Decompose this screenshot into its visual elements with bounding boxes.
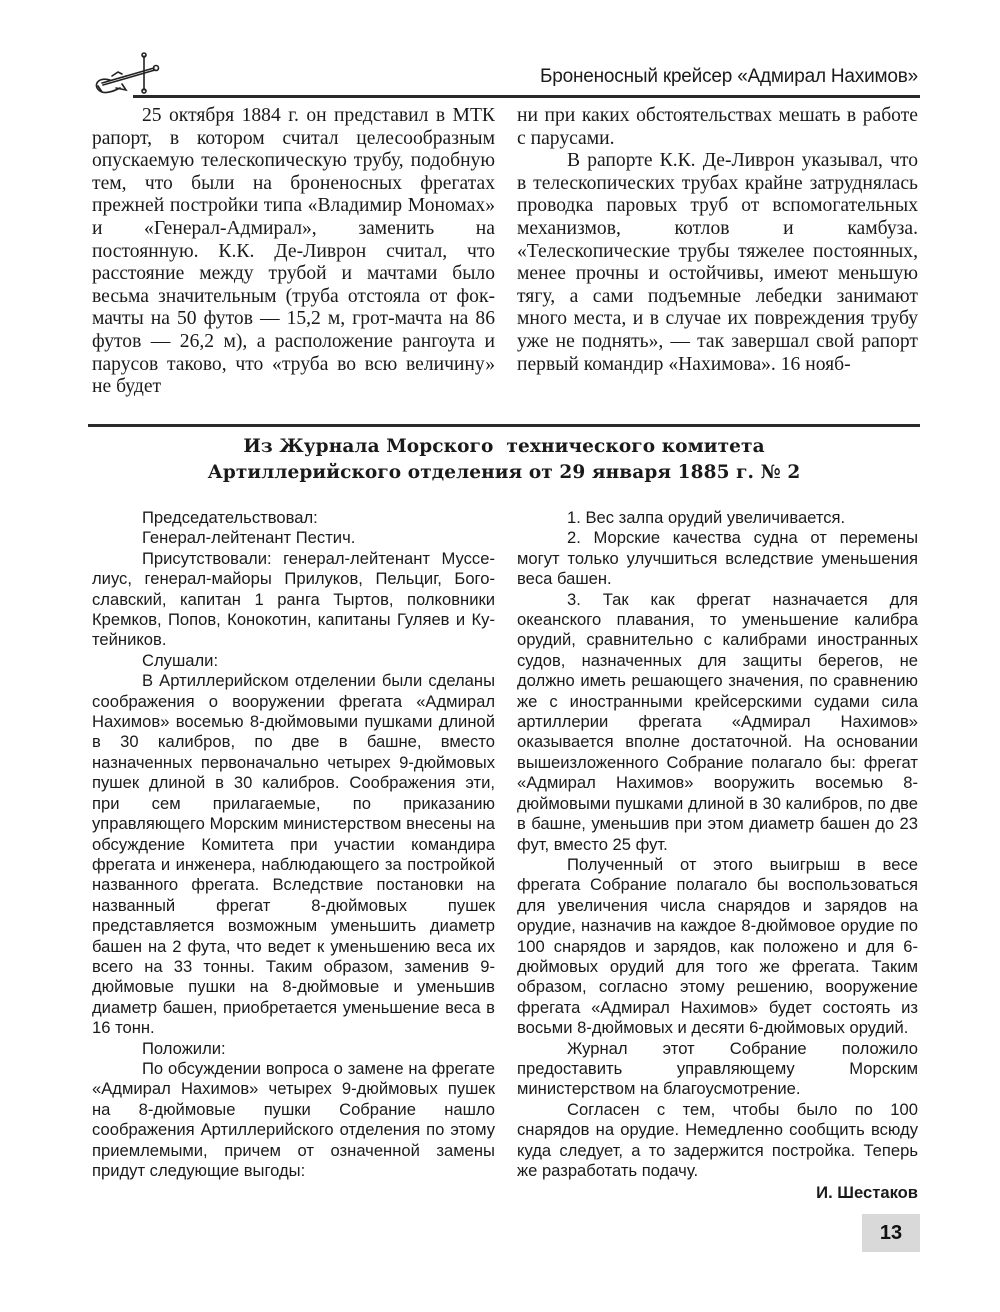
section-divider bbox=[88, 424, 920, 427]
benefit-item-3: 3. Так как фрегат назначается для океанского плавания, то уменьшение калибра орудий, сравнительно с калибрами иностранных судов, назначенных для защиты берегов, не должно иметь решающего значения, по сравнению же с иностранными крейсерскими судами сила артиллерии фрегата «Адмирал Нахимов» оказывается вполне достаточной. На основании вышеизложенного Собрание полагало бы: фрегат «Адмирал Нахимов» вооружить восемью 8-дюймовыми пушками длиной в 30 калибров, по две в башне, уменьшив при этом диаметр башен до 23 фут, вместо 25 фут. bbox=[517, 589, 918, 854]
ammunition-paragraph: Полученный от этого выигрыш в весе фрегата Собрание полагало бы воспользоваться для увеличения числа снарядов и зарядов на орудие, назначив на каждое 8-дюймовое орудие по 100 снарядов и зарядов, как положено и для 6-дюймовых орудий для того же фрегата. Таким образом, согласно этому решению, вооружение фрегата «Адмирал Нахимов» будет состоять из восьми 8-дюймовых и десяти 6-дюймовых орудий. bbox=[517, 854, 918, 1038]
signature: И. Шестаков bbox=[816, 1183, 918, 1203]
document-left-column bbox=[92, 508, 495, 1181]
header-divider bbox=[133, 95, 920, 98]
article-paragraph: 25 октября 1884 г. он представил в МТК рапорт, в котором считал целесообразным опускаемую телескопическую трубу, подобную тем, что были на броненосных фрегатах прежней постройки типа «Владимир Мономах» и «Генерал-Адмирал», заменить на постоянную. К.К. Де-Ливрон считал, что расстояние между трубой и мачтами было весьма значительным (труба отстояла от фок-мачты на 50 футов — 15,2 м, грот-мачта на 86 футов — 26,2 м), а расположение рангоута и парусов таково, что «труба во всю величину» не будет bbox=[92, 105, 495, 398]
document-title bbox=[88, 434, 920, 486]
article-paragraph: В рапорте К.К. Де-Ливрон указывал, что в телескопических трубах крайне затруднялась проводка паровых труб от вспомогательных механизмов, котлов и камбуза. «Телескопические трубы тяжелее постоянных, менее прочны и остойчивы, имеют меньшую тягу, а сами подъемные лебедки занимают много места, и в случае их повреждения трубу уже не поднять», — так завершал свой рапорт первый командир «Нахимова». 16 нояб- bbox=[517, 150, 918, 375]
chair-name: Генерал-лейтенант Пестич. bbox=[142, 528, 356, 548]
approval-paragraph: Согласен с тем, чтобы было по 100 снарядов на орудие. Немедленно сообщить всюду куда следует, а то задержится постройка. Теперь же разработать подачу. bbox=[517, 1099, 918, 1180]
heard-label: Слушали: bbox=[142, 650, 219, 670]
journal-paragraph: Журнал этот Собрание положило предоставить управляющему Морским министерством на благоусмотрение. bbox=[517, 1038, 918, 1099]
resolved-label: Положили: bbox=[142, 1038, 226, 1058]
anchor-icon bbox=[88, 50, 168, 96]
benefit-item-1: 1. Вес залпа орудий увеличивается. bbox=[567, 508, 846, 527]
article-right-column bbox=[517, 105, 918, 376]
document-title-line-2: Артиллерийского отделения от 29 января 1885 г. № 2 bbox=[207, 462, 801, 483]
heard-paragraph: В Артиллерийском отделении были сделаны соображения о вооружении фрегата «Адмирал Нахимов» восемью 8-дюймовыми пушками длиной в 30 калибров, по две в башне, вместо назначенных первоначально четырех 9-дюймовых пушек длиной в 30 калибров. Соображения эти, при сем прилагаемые, по приказанию управляющего Морским министерством внесены на обсуждение Комитета при участии командира фрегата и инженера, наблюдающего за постройкой названного фрегата. Вследствие постановки на названный фрегат 8-дюймовых пушек представляется возможным уменьшить диаметр башен на 2 фута, что ведет к уменьшению веса их всего на 33 тонны. Таким образом, заменив 9-дюймовые пушки на 8-дюймовые и уменьшив диаметр башен, приобретается уменьшение веса в 16 тонн. bbox=[92, 671, 495, 1038]
page-number: 13 bbox=[862, 1214, 920, 1252]
chair-label: Председательствовал: bbox=[142, 508, 318, 527]
benefit-item-2: 2. Морские качества судна от перемены могут только улучшиться вследствие уменьшения веса башен. bbox=[517, 528, 918, 589]
document-right-column bbox=[517, 508, 918, 1204]
article-paragraph: ни при каких обстоятельствах мешать в работе с парусами. bbox=[517, 105, 918, 149]
resolved-paragraph: По обсуждении вопроса о замене на фрегате «Адмирал Нахимов» четырех 9-дюймовых пушек на 8-дюймовые пушки Собрание нашло соображения Артиллерийского отделения по этому приемлемыми, причем от означенной замены придут следующие выгоды: bbox=[92, 1058, 495, 1180]
running-title: Броненосный крейсер «Адмирал Нахимов» bbox=[539, 66, 918, 87]
article-left-column bbox=[92, 105, 495, 399]
attendees-paragraph: Присутствовали: генерал-лейтенант Мусселиус, генерал-майоры Прилуков, Пельциг, Богославский, капитан 1 ранга Тыртов, полковники Кремков, Попов, Конокотин, капитаны Гуляев и Кутейников. bbox=[92, 548, 495, 650]
document-title-line-1: Из Журнала Морского технического комитета bbox=[243, 436, 765, 457]
